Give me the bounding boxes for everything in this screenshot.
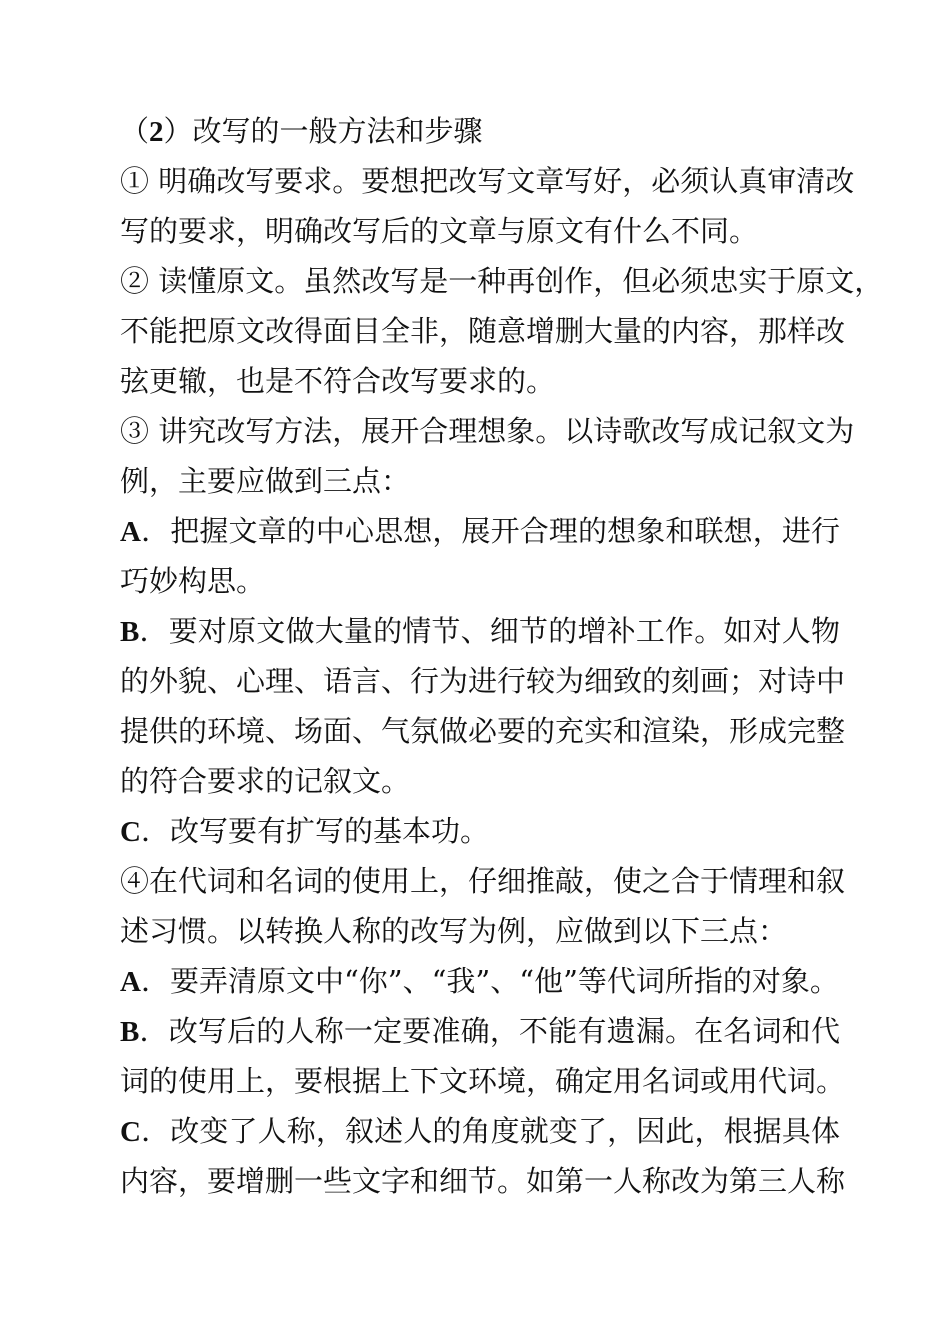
text-line-13: 的符合要求的记叙文。 [120,764,411,798]
list-item-a-2 [120,961,840,1002]
list-item-c-2 [120,1111,840,1152]
list-marker-a: A [120,966,141,998]
list-item-b-1 [120,611,840,652]
text-line-15: ④在代词和名词的使用上，仔细推敲，使之合于情理和叙 [120,864,846,898]
text-line-19: 词的使用上，要根据上下文环境，确定用名词或用代词。 [120,1064,846,1098]
text-line-5: 弦更辙，也是不符合改写要求的。 [120,364,556,398]
text-line-4: 不能把原文改得面目全非，随意增删大量的内容，那样改 [120,314,846,348]
list-marker-c: C [120,816,141,848]
text-line-9: 巧妙构思。 [120,564,266,598]
list-marker-b: B [120,1016,140,1048]
heading-text: ）改写的一般方法和步骤 [163,114,483,148]
text-line-1: ① 明确改写要求。要想把改写文章写好，必须认真审清改 [120,164,855,198]
text-line-2: 写的要求，明确改写后的文章与原文有什么不同。 [120,214,759,248]
list-item-text: ．改变了人称，叙述人的角度就变了，因此，根据具体 [140,1114,840,1148]
list-item-text: ．要弄清原文中“你”、“我”、“他”等代词所指的对象。 [140,964,839,998]
list-item-b-2 [120,1011,840,1052]
text-line-7: 例，主要应做到三点： [120,464,411,498]
list-item-text: ．改写后的人称一定要准确，不能有遗漏。在名词和代 [139,1014,840,1048]
text-line-12: 提供的环境、场面、气氛做必要的充实和渲染，形成完整 [120,714,846,748]
list-item-text: ．改写要有扩写的基本功。 [140,814,489,848]
list-marker-c: C [120,1116,141,1148]
heading-number: 2 [149,116,164,148]
heading-methods-steps [120,111,840,152]
list-marker-b: B [120,616,140,648]
text-line-16: 述习惯。以转换人称的改写为例，应做到以下三点： [120,914,788,948]
list-marker-a: A [120,516,141,548]
list-item-a-1 [120,511,840,552]
heading-open-paren: （ [120,114,150,148]
text-line-3: ② 读懂原文。虽然改写是一种再创作，但必须忠实于原文， [120,264,884,298]
list-item-text: ．要对原文做大量的情节、细节的增补工作。如对人物 [139,614,840,648]
text-line-6: ③ 讲究改写方法，展开合理想象。以诗歌改写成记叙文为 [120,414,855,448]
list-item-text: ．把握文章的中心思想，展开合理的想象和联想，进行 [140,514,840,548]
text-line-21: 内容，要增删一些文字和细节。如第一人称改为第三人称 [120,1164,846,1198]
text-line-11: 的外貌、心理、语言、行为进行较为细致的刻画；对诗中 [120,664,846,698]
list-item-c-1 [120,811,840,852]
